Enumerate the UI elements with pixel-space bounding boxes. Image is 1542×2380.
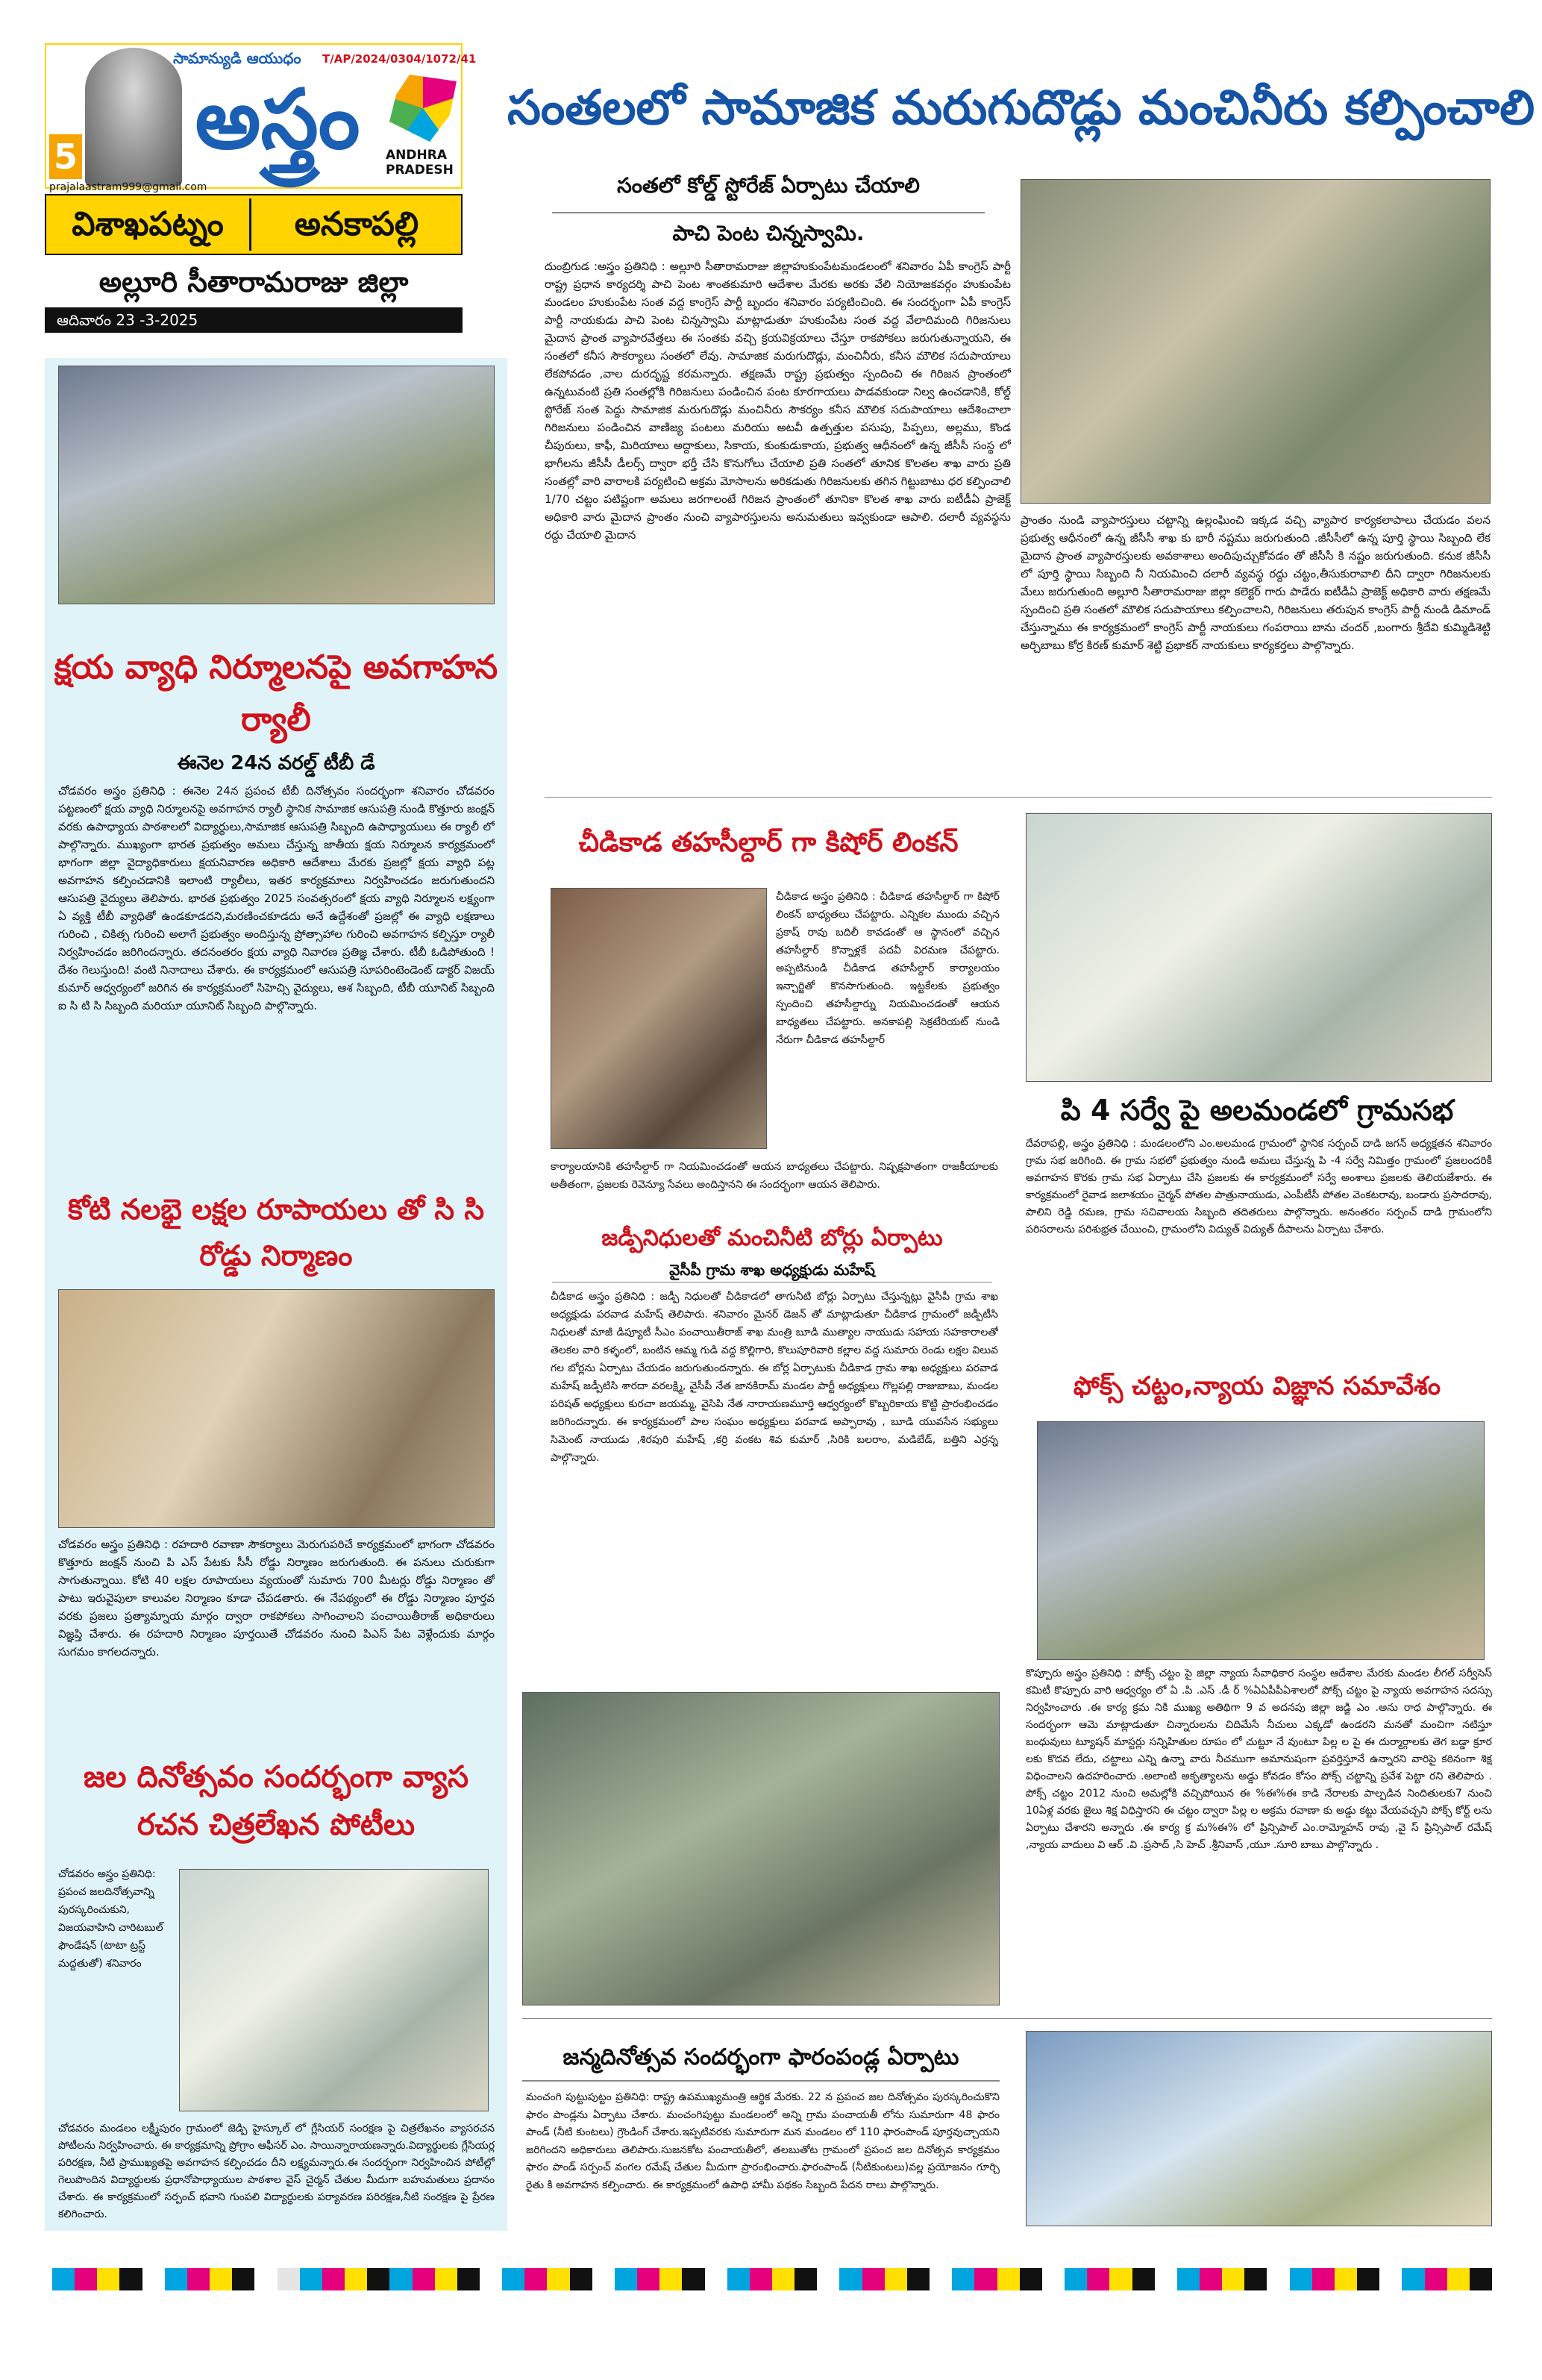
print-color-swatch xyxy=(187,2268,210,2290)
santa-subheadline-rule xyxy=(552,212,985,213)
borewell-headline: జడ్పీనిధులతో మంచినీటి బోర్లు ఏర్పాటు xyxy=(601,1225,943,1251)
print-color-swatch xyxy=(817,2268,839,2290)
pocso-article-body: కొప్పూరు అస్త్రం ప్రతినిధి : పోక్స్ చట్టం పై జిల్లా న్యాయ సేవాధికార సంస్థల ఆదేశాల మేరకు మండల లీగల్ సర్వీసెస్ కమిటీ కొప్పూరు వారి ఆధ్వర్యం లో ఏ .పి .ఎస్ .డీ ర్ %ఏఏపీపీఏశాలలో పోక్స్ చట్టం పై న్యాయ అవగాహన సదస్సు నిర్వహించారు .ఈ కార్య క్రమ నికి ముఖ్య అతిథిగా 9 వ అదనపు జిల్లా జడ్జి ఎం .అను రాధ పాల్గొన్నారు. ఈ సందర్భంగా ఆమె మాట్లాడుతూ చిన్నారులను చిదిమేసే నీచులు ఎక్కడో ఉండరని మనతో మంచిగా నటిస్తూ బంధువులు ట్యూషన్ మాస్టర్లు సన్నిహితుల రూపం లో చుట్టూ నే వుంటూ పిల్ల ల పై ఈ దుర్మార్గాలకు తెగ బడ్డా క్రూర లకు కొదవ లేదు, చట్టాలు ఎన్ని ఉన్నా వారు నీచముగా అమానుషంగా ప్రవర్తిస్తూనే ఉన్నారని వారిపై కఠినంగా శిక్ష విధించాలని ఉదహరించారు .అలాంటి అకృత్యాలను అడ్డు కోవడం కోసం పోక్స్ చట్టాన్ని ప్రవేశ పెట్టా రని తెలిపారు . పోక్స్ చట్టం 2012 నుంచి అమల్లోకి వచ్చిపోయిన ఈ %ఈ%ఈ కాడి నేరాలకు పాల్పడిన నిందితులకు7 నుంచి 10ఏళ్ల వరకు జైలు శిక్ష విధిస్తారని ఈ చట్టం ద్వారా పిల్ల ల అక్రమ రవాణా కు అడ్డు కట్టు వేయవచ్చని పోక్స్ కోర్ట్ లను ఏర్పాటు చేశారని అన్నారు .ఈ కార్య క్ర మ%ఈ% లో ప్రిన్సిపాల్ ఎం.రామ్మోహన్ రావు ,వై స్ ప్రిన్సిపాల్ రమేష్ ,న్యాయ వాదులు వి ఆర్ .వి .ప్రసాద్ ,సి హెచ్ .శ్రీనివాస్ ,యూ .సూరి బాబు పాల్గొన్నారు . xyxy=(1026,1667,1492,1851)
print-color-swatch xyxy=(1087,2268,1109,2290)
print-color-swatch xyxy=(615,2268,637,2290)
print-color-swatch xyxy=(345,2268,367,2290)
state-label: ANDHRA PRADESH xyxy=(386,148,454,178)
tb-rally-photo xyxy=(58,366,495,604)
print-color-swatch xyxy=(974,2268,997,2290)
print-color-swatch xyxy=(839,2268,862,2290)
print-color-swatch xyxy=(435,2268,457,2290)
print-color-swatch xyxy=(1065,2268,1087,2290)
registration-number: T/AP/2024/0304/1072/41 xyxy=(322,52,477,66)
district-bar xyxy=(45,194,463,255)
print-color-swatch xyxy=(1109,2268,1132,2290)
district-anakapalli: అనకాపల్లి xyxy=(294,205,419,243)
print-color-swatch xyxy=(682,2268,704,2290)
print-color-swatch xyxy=(1402,2268,1424,2290)
print-color-swatch xyxy=(1020,2268,1042,2290)
borewell-article-body: చీడికాడ అస్త్రం ప్రతినిధి : జడ్పీ నిధులతో చీడికాడలో తాగునీటి బోర్లు ఏర్పాటు చేస్తున్నట్లు వైసీపీ గ్రామ శాఖ అధ్యక్షుడు పరవాడ మహేష్ తెలిపారు. శనివారం మైనర్ డెజన్ తో మాట్లాడుతూ చీడికాడ గ్రామంలో జడ్పీటీసి నిధులతో మాజీ డిప్యూటీ సీఎం పంచాయితీరాజ్ శాఖ మంత్రి బూడి ముత్యాల నాయుడు సహాయ సహకారాలతో తెలకల వారి కళ్ళంలో, బంటిన ఆమ్మ గుడి వద్ద కొల్లిగారి, కొలుపూరివారి కల్లాల వద్ద సుమారు రెండు లక్షల విలువ గల బోర్లను ఏర్పాటు చేయడం జరుగుతుందన్నారు. ఈ బోర్ల ఏర్పాటుకు చీడికాడ గ్రామ శాఖ అధ్యక్షులు పరవాడ మహేష్ జడ్పీటిసి శారదా వరలక్ష్మి, వైసీపీ నేత జానకిరామ్ మండల పార్టీ అధ్యక్షులు గొల్లపల్లి రాజుబాబు, మండల పరిషత్ అధ్యక్షులు కురచా జయమ్మ, వైసిపి నేత నారాయణమూర్తి ఆధ్వర్యంలో కొబ్బరికాయ కొట్టి ప్రారంభించడం జరిగిందన్నారు. ఈ కార్యక్రమంలో పాల సంఘం అధ్యక్షులు పరవాడ అప్పారావు , బూడి యువసేన సభ్యులు సిమెంట్ నాయుడు ,శిరపురి మహేష్ ,కర్రి వంకట శివ కుమార్ ,సిరికి బలరాం, మడిబేడ్, బత్తిని ఎర్రన్న పాల్గొన్నారు. xyxy=(551,1291,998,1464)
print-color-swatch xyxy=(750,2268,772,2290)
print-color-swatch xyxy=(637,2268,659,2290)
print-color-swatch xyxy=(547,2268,569,2290)
print-color-swatch xyxy=(659,2268,682,2290)
print-color-swatch xyxy=(727,2268,750,2290)
masthead-tagline: సామాన్యుడి ఆయుధం xyxy=(173,49,301,67)
santa-congress-photo xyxy=(1021,179,1491,504)
santa-subheadline-1: సంతలో కోల్డ్ స్టోరేజ్ ఏర్పాటు చేయాలి xyxy=(617,173,920,198)
print-color-swatch xyxy=(165,2268,187,2290)
print-color-swatch xyxy=(1222,2268,1244,2290)
pocso-meeting-photo xyxy=(1037,1421,1485,1660)
print-color-swatch xyxy=(254,2268,277,2290)
santa-subheadline-2: పాచి పెంట చిన్నస్వామి. xyxy=(672,221,865,245)
water-day-competition-photo xyxy=(179,1869,489,2111)
print-color-swatch xyxy=(1042,2268,1065,2290)
print-color-swatch xyxy=(592,2268,615,2290)
print-color-swatch xyxy=(524,2268,547,2290)
cc-road-headline: కోటి నలభై లక్షల రూపాయలు తో సి సి రోడ్డు నిర్మాణం xyxy=(67,1193,485,1272)
section-divider-top xyxy=(545,797,1492,798)
print-color-swatch xyxy=(952,2268,974,2290)
print-color-swatch xyxy=(705,2268,727,2290)
print-color-swatch xyxy=(885,2268,907,2290)
print-color-swatch xyxy=(772,2268,794,2290)
masthead-logo-box xyxy=(45,43,477,193)
andhra-map-icon xyxy=(389,75,457,142)
print-color-swatch xyxy=(794,2268,817,2290)
farm-pond-headline: జన్మదినోత్సవ సందర్భంగా ఫారంపండ్ల ఏర్పాటు xyxy=(562,2044,959,2070)
farm-pond-photo xyxy=(1026,2031,1492,2226)
grama-sabha-photo xyxy=(1026,813,1492,1082)
print-color-swatch xyxy=(570,2268,592,2290)
print-color-swatch xyxy=(367,2268,389,2290)
print-color-swatch xyxy=(1335,2268,1357,2290)
print-color-swatch xyxy=(1447,2268,1470,2290)
district-visakhapatnam: విశాఖపట్నం xyxy=(72,205,224,243)
print-color-swatch xyxy=(1132,2268,1155,2290)
santa-article-body: దుంబ్రిగుడ :అస్త్రం ప్రతినిధి : అల్లూరి సీతారామరాజు జిల్లాహుకుంపేటమండలంలో శనివారం ఏపీ కాంగ్రెస్ పార్టీ రాష్ట్ర ప్రధాన కార్యదర్శి పాచి పెంట శాంతకుమారి ఆదేశాల మేరకు అరకు వేలి నియోజకవర్గం హుకుంపేట మండలం హుకుంపేట సంత వద్ద కాంగ్రెస్ పార్టీ బృందం శనివారం పర్యటించింది. ఈ సందర్భంగా ఏపీ కాంగ్రెస్ పార్టీ నాయకుడు పాచి పెంట చిన్నస్వామి మాట్లాడుతూ హుకుంపేట సంత వద్ద వేలాదిమంది గిరిజనులు మైదాన ప్రాంత వ్యాపారవేత్తలు ఈ సంతకు వచ్చి క్రయవిక్రయాలు చేస్తూ రాకపోకలు జరుగుతున్నాయని, ఈ సంతలో కనీస సౌకర్యాలు సంతలో లేవు. సామాజిక మరుగుదొడ్లు, మంచినీరు, కనీస మౌలిక సదుపాయాలు లేకపోవడం ,వాల దురదృష్ట కరమన్నారు. తక్షణమే రాష్ట్ర ప్రభుత్వం స్పందించి ఈ గిరిజన ప్రాంతంలో ఉన్నటువంటి ప్రతి సంతల్లోకి గిరిజనులు పండించిన పంట కూరగాయలు పాడవకుండా నిల్వ ఉంచడానికి, కోల్డ్ స్టోరేజ్ సంత పెద్దు సామాజిక మరుగుదొడ్లు మంచినీరు సౌకర్యం కనీస మౌలిక సదుపాయాలు ఆదేశించాలా గిరిజనులు పండించిన వాణిజ్య పంటలు మరియు అటవీ ఉత్పత్తుల పసుపు, పిప్పలు, అల్లము, కొండ చీపురులు, కాఫీ, మిరియాలు అద్దాకులు, సికాయ, కుంకుడుకాయ, ప్రభుత్వ ఆధీనంలో ఉన్న జీసీసీ సంస్థ లో భాగీలను జీసీసీ డీలర్స్ ద్వారా భర్తీ చేసి కొనుగోలు చేయాలి ప్రతి సంతలో తూనిక కొలతల శాఖ వారు ప్రతి సంతల్లో వారి వారాలకి పర్యటించి అక్రమ మోసాలను అరికడుతు గిరిజనులకు తగిన గిట్టుబాటు ధర కల్పించాలి 1/70 చట్టం పటిష్టంగా అమలు జరగాలంటే గిరిజన ప్రాంతంలో తూనికా కొలత శాఖ వారు ఐటీడీఏ ప్రాజెక్ట్ అధికారి వారు మైదాన ప్రాంతం నుంచి వ్యాపారస్తులను అనుమతులు ఇవ్వకుండా ఆపాలి. దలారీ వ్యవస్థను రద్దు చేయాలి మైదాన xyxy=(545,260,1011,542)
print-color-swatch xyxy=(119,2268,142,2290)
date-bar xyxy=(45,307,463,333)
district-divider xyxy=(249,198,251,251)
main-headline: సంతలలో సామాజిక మరుగుదొడ్లు మంచినీరు కల్పించాలి xyxy=(507,81,1535,136)
print-color-swatch xyxy=(232,2268,254,2290)
email-address: prajalaastram999@gmail.com xyxy=(49,181,207,193)
print-color-swatch xyxy=(457,2268,480,2290)
water-day-body-wide: చోడవరం మండలం లక్ష్మీపురం గ్రామంలో జెడ్పి హైస్కూల్ లో గ్లేసియర్ సంరక్షణ పై చిత్రలేఖనం వ్యాసరచన పోటీలను నిర్వహించారు. ఈ కార్యక్రమాన్ని ప్రోగ్రాం ఆఫీసర్ ఎం. సాయిన్నారాయణన్నారు.విద్యార్థులకు గ్లేసియర్ల పరిరక్షణ, నీటి ప్రాముఖ్యతపై అవగాహన కల్పించడం దీని లక్ష్యమన్నారు.ఈ సందర్భంగా నిర్వహించిన పోటీల్లో గెలుపొందిన విద్యార్థులకు ప్రధానోపాధ్యాయుల పాఠశాల వైస్ చైర్మన్ చేతుల మీదుగా బహుమతులు ప్రదానం చేశారు. ఈ కార్యక్రమంలో సర్పంచ్ భవాని గుంపలి విద్యార్థులకు పర్యావరణ పరిరక్షణ,నీటి సంరక్షణ పై ప్రేరణ కలిగించారు. xyxy=(58,2123,495,2220)
print-color-swatch xyxy=(1290,2268,1312,2290)
print-color-swatch xyxy=(1177,2268,1200,2290)
water-day-headline: జల దినోత్సవం సందర్భంగా వ్యాస రచన చిత్రలేఖన పోటీలు xyxy=(83,1760,469,1842)
print-color-swatch xyxy=(1470,2268,1492,2290)
cc-road-article-body: చోడవరం అస్త్రం ప్రతినిధి : రహదారి రవాణా సౌకర్యాలు మెరుగుపరిచే కార్యక్రమంలో భాగంగా చోడవరం కొత్తూరు జంక్షన్ నుంచి పి ఎస్ పేటకు సీసీ రోడ్డు నిర్మాణం జరుగుతుంది. ఈ పనులు చురుకుగా సాగుతున్నాయి. కోటి 40 లక్షల రూపాయలు వ్యయంతో సుమారు 700 మీటర్లు రోడ్డు నిర్మాణం తో పాటు ఇరువైపులా కాలువల నిర్మాణం కూడా చేపడతారు. ఈ నేపథ్యంలో ఈ రోడ్డు నిర్మాణం పూర్తవ వరకు ప్రజలు ప్రత్యామ్నాయ మార్గం ద్వారా రాకపోకలు సాగించాలని పంచాయితీరాజ్ అధికారులు విజ్ఞప్తి చేశారు. ఈ రహదారి నిర్మాణం పూర్తయితే చోడవరం నుంచి పిఎస్ పేట వెళ్లేందుకు మార్గం సుగమం కాగలదన్నారు. xyxy=(58,1538,495,1659)
print-color-swatch xyxy=(210,2268,232,2290)
tahsildar-headline: చీడికాడ తహసీల్దార్ గా కిషోర్ లింకన్ xyxy=(578,827,959,858)
tb-article-body: చోడవరం అస్త్రం ప్రతినిధి : ఈనెల 24న ప్రపంచ టీబీ దినోత్సవం సందర్భంగా శనివారం చోడవరం పట్టణంలో క్షయ వ్యాధి నిర్మూలనపై అవగాహన ర్యాలీ స్థానిక సామాజిక ఆసుపత్రి నుండి కొత్తూరు జంక్షన్ వరకు ఉపాధ్యాయ పాఠశాలలో విద్యార్థులు,సామాజిక ఆసుపత్రి సిబ్బంది ఉపాధ్యాయులు ఈ ర్యాలీ లో పాల్గొన్నారు. ముఖ్యంగా భారత ప్రభుత్వం అమలు చేస్తున్న జాతీయ క్షయ నిర్మూలన కార్యక్రమంలో భాగంగా జిల్లా వైద్యాధికారులు క్షయనివారణ అధికారి ఆదేశాలు మేరకు ప్రజల్లో క్షయ వ్యాధి పట్ల అవగాహన కల్పించడానికి ఇలాంటి ర్యాలీలు, ఇతర కార్యక్రమాలు నిర్వహించడం జరుగుతుందని ఆసుపత్రి వైద్యులు తెలిపారు. భారత ప్రభుత్వం 2025 సంవత్సరంలో క్షయ వ్యాధి నిర్మూలన లక్ష్యంగా ఏ వ్యక్తి టీబీ వ్యాధితో ఉండకూడదని,మరణించకూడదు అనే ఉద్దేశంతో ప్రజల్లో ఈ వ్యాధి లక్షణాలు గురించి , చికిత్స గురించి అలాగే ప్రభుత్వం అందిస్తున్న ప్రోత్సాహాల గురించి అవగాహన కల్పిస్తూ ర్యాలీ నిర్వహించడం జరిగిందన్నారు. తదనంతరం క్షయ వ్యాధి నివారణ ప్రతిజ్ఞ చేశారు. టీబీ ఓడిపోతుంది ! దేశం గెలుస్తుంది! వంటి నినాదాలు చేశారు. ఈ కార్యక్రమంలో ఆసుపత్రి సూపరింటెండెంట్ డాక్టర్ విజయ్ కుమార్ ఆధ్వర్యంలో జరిగిన ఈ కార్యక్రమంలో సిహెచ్సి వైద్యులు, ఆశ సిబ్బంది, టీబీ యూనిట్ సిబ్బంది ఐ సి టి సి సిబ్బంది మరియూ యూనిట్ సిబ్బంది పాల్గొన్నారు. xyxy=(58,784,495,1012)
tahsildar-body-wide: కార్యాలయానికి తహసీల్దార్ గా నియమించడంతో ఆయన బాధ్యతలు చేపట్టారు. నిష్పక్షపాతంగా రాజకీయాలకు అతీతంగా, ప్రజలకు రెవెన్యూ సేవలు అందిస్తానని ఈ సందర్భంగా ఆయన తెలిపారు. xyxy=(551,1161,998,1191)
print-color-swatch xyxy=(75,2268,97,2290)
print-color-swatch xyxy=(1244,2268,1267,2290)
print-color-swatch xyxy=(97,2268,119,2290)
cc-road-photo xyxy=(58,1289,495,1528)
farm-pond-article-body: మంచంగి పుట్టుపుట్టం ప్రతినిధి: రాష్ట్ర ఉపముఖ్యమంత్రి ఆర్థిక మేరకు. 22 న ప్రపంచ జల దినోత్సవం పురస్కరించుకొని ఫారం పాండ్లను ఏర్పాటు చేశారు. మంచంగిపుట్టు మండలంలో అన్ని గ్రామ పంచాయతీ లోను సుమారుగా 48 ఫారం పాండ్ (నీటి కుంటలు) గ్రౌండింగ్ చేశారు.ఇప్పటివరకు సుమారుగా మన మండలం లో 110 ఫారంపాండ్ పూర్తవుచ్చాయని జరిగిందని అధికారులు తెలిపారు.సుజనకోట పంచాయతీలో, తలబుతోట గ్రామంలో ప్రపంచ జల దినోత్సవ కార్యక్రమం ఫారం పాండ్ సర్పంచ్ వంగల రమేష్ చేతుల మీదుగా ప్రారంభించారు.ఫారంపాండ్ (నీటికుంటలు)వల్ల ప్రయోజనం గూర్చి రైతు కి అవగాహన కల్పించారు. ఈ కార్యక్రమంలో ఉపాధి హామీ పథకం సిబ్బంది పేదన రాలు పాల్గొన్నారు. xyxy=(526,2091,1000,2191)
print-color-swatch xyxy=(907,2268,930,2290)
print-color-swatch xyxy=(1379,2268,1402,2290)
print-color-swatch xyxy=(502,2268,524,2290)
tb-headline: క్షయ వ్యాధి నిర్మూలనపై అవగాహన ర్యాలీ xyxy=(54,648,498,739)
santa-article-continued: ప్రాంతం నుండి వ్యాపారస్తులు చట్టాన్ని ఉల్లంఘించి ఇక్కడ వచ్చి వ్యాపార కార్యకలాపాలు చేయడం వలన ప్రభుత్వ ఆధీనంలో ఉన్న జీసీసీ శాఖ కు భారీ నష్టము జరుగుతుంది .జీసీసీలో ఉన్న పూర్తి స్థాయి సిబ్బంది లేక మైదాన ప్రాంత వ్యాపారస్తులకు అవకాశాలు అందిపుచ్చుకోవడం తో జీసీసీ కి నష్టం జరుగుతుంది. కనుక జీసీసీ లో పూర్తి స్థాయి సిబ్బంది నీ నియమించి దలారీ వ్యవస్థ రద్దు చట్టం,తీసుకురావాలి దీని ద్వారా గిరిజనులకు మేలు జరుగుతుంది అల్లూరి సీతారామరాజు జిల్లా కలెక్టర్ గారు పాడేరు ఐటీడీఏ ప్రాజెక్ట్ అధికారి వారు తక్షణమే స్పందించి ప్రతి సంతలో మౌలిక సదుపాయాలు కల్పించాలని, గిరిజనులు తరుపున కాంగ్రెస్ పార్టీ నుండి డిమాండ్ చేస్తున్నాము ఈ కార్యక్రమంలో కాంగ్రెస్ పార్టీ నాయకులు గంపరాయి బాను చందర్ ,బంగారు శ్రీదేవి కుమ్మిడిశెట్టి అర్చిబాబు కోర్ర కిరణ్ కుమార్ శెట్టి ప్రభాకర్ నాయకులు కార్యకర్తలు పాల్గొన్నారు. xyxy=(1021,513,1491,652)
tahsildar-portrait-photo xyxy=(551,888,767,1149)
print-color-swatch xyxy=(480,2268,502,2290)
print-color-swatch xyxy=(997,2268,1020,2290)
grama-sabha-article-body: దేవరాపల్లి, అస్త్రం ప్రతినిధి : మండలంలోని ఎం.అలమండ గ్రామంలో స్థానిక సర్పంచ్ దాడి జగన్ అధ్యక్షతన శనివారం గ్రామ సభ జరిగింది. ఈ గ్రామ సభలో ప్రభుత్వం నుండి అమలు చేస్తున్న పి -4 సర్వే నిమిత్తం గ్రామంలో ప్రజలందరికీ అవగాహన కొరకు గ్రామ సభ ఏర్పాటు చేసి ప్రజలకు ఈ కార్యక్రమంలో సర్వే అంశాలు ప్రజలకు తెలియజేశారు. ఈ కార్యక్రమంలో రైవాడ జలాశయం చైర్మన్ పోతల పాత్రునాయుడు, ఎంపీటీసీ పోతల వెంకటరావు, బండారు ప్రసాదరావు, పాలిని రెడ్డి రమణ, గ్రామ సచివాలయ సిబ్బంది తదితరులు పాల్గొన్నారు. అనంతరం సర్పంచ్ దాడి గ్రామంలోని పరిసరాలను పరిశుభ్రత చేయించి, గ్రామంలోని విద్యుత్ విద్యుత్ దీపాలను ఏర్పాటు చేశారు. xyxy=(1026,1138,1492,1236)
print-color-swatch xyxy=(1267,2268,1289,2290)
farm-pond-headline-rule xyxy=(522,2080,1000,2082)
print-color-swatch xyxy=(300,2268,322,2290)
print-color-swatch xyxy=(278,2268,300,2290)
masthead xyxy=(45,43,477,329)
print-color-swatch xyxy=(142,2268,165,2290)
newspaper-title: అస్త్రం xyxy=(195,71,360,167)
borewell-photo xyxy=(522,1692,1000,2005)
borewell-subheadline: వైసీపీ గ్రామ శాఖ అధ్యక్షుడు మహేష్ xyxy=(669,1261,875,1279)
page-number: 5 xyxy=(49,134,82,179)
water-day-body-narrow: చోడవరం అస్త్రం ప్రతినిధి: ప్రపంచ జలదినోత్సవాన్ని పురస్కరించుకుని, విజయవాహిని చారిటబుల్ ఫౌండేషన్ (టాటా ట్రస్ట్ మద్దతుతో) శనివారం xyxy=(58,1868,163,1970)
print-color-swatch xyxy=(389,2268,412,2290)
borewell-subheadline-rule xyxy=(552,1282,992,1283)
print-color-swatch xyxy=(862,2268,885,2290)
print-color-swatch xyxy=(1312,2268,1335,2290)
print-color-bar xyxy=(52,2268,1492,2290)
print-color-swatch xyxy=(52,2268,75,2290)
print-color-swatch xyxy=(930,2268,952,2290)
print-color-swatch xyxy=(1155,2268,1177,2290)
section-divider-bottom xyxy=(522,2018,1492,2019)
grama-sabha-headline: పి 4 సర్వే పై అలమండలో గ్రామసభ xyxy=(1060,1094,1454,1127)
print-color-swatch xyxy=(1200,2268,1222,2290)
print-color-swatch xyxy=(1425,2268,1447,2290)
print-color-swatch xyxy=(322,2268,345,2290)
print-color-swatch xyxy=(413,2268,435,2290)
print-color-swatch xyxy=(1357,2268,1379,2290)
tb-subheadline: ఈనెల 24న వరల్డ్ టీబీ డే xyxy=(177,752,375,774)
district-alluri: అల్లూరి సీతారామరాజు జిల్లా xyxy=(45,260,463,304)
tahsildar-body-narrow: చీడికాడ అస్త్రం ప్రతినిధి : చీడికాడ తహసీల్దార్ గా కిషోర్ లింకన్ బాధ్యతలు చేపట్టారు. ఎన్నికల ముందు వచ్చిన ప్రకాష్ రావు బదిలీ కావడంతో ఆ స్థానంలో వచ్చిన తహసీల్దార్ కొన్నాళ్లకే పదవీ విరమణ చేపట్టారు. అప్పటినుండి చీడికాడ తహసీల్దార్ కార్యాలయం ఇన్చార్జితో కొనసాగుతుంది. ఇట్టకేలకు ప్రభుత్వం స్పందించి తహసీల్దార్ను నియమించడంతో ఆయన బాధ్యతలు చేపట్టారు. అనకాపల్లి సెక్రటేరియట్ నుండి నేరుగా చీడికాడ తహసీల్దార్ xyxy=(776,891,1000,1046)
pocso-headline: ఫోక్స్ చట్టం,న్యాయ విజ్ఞాన సమావేశం xyxy=(1073,1371,1441,1401)
publication-date: ఆదివారం 23 -3-2025 xyxy=(57,311,198,329)
